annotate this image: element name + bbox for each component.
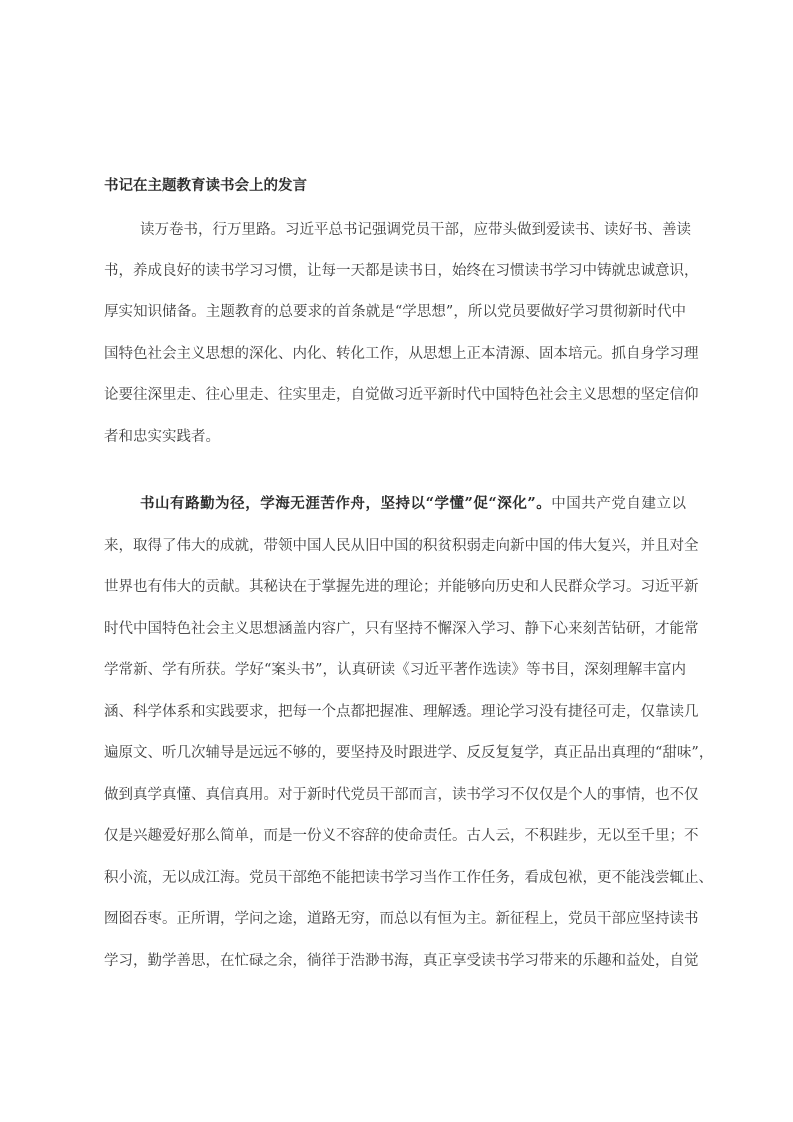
paragraph-line: 读万卷书，行万里路。习近平总书记强调党员干部，应带头做到爱读书、读好书、善读 bbox=[140, 222, 691, 238]
paragraph-line: 学习，勤学善思，在忙碌之余，徜徉于浩渺书海，真正享受读书学习带来的乐趣和益处，自觉 bbox=[104, 953, 699, 969]
paragraph-line: 仅是兴趣爱好那么简单，而是一份义不容辞的使命责任。古人云，不积跬步，无以至千里；不 bbox=[104, 828, 699, 844]
paragraph-line: 来，取得了伟大的成就，带领中国人民从旧中国的积贫积弱走向新中国的伟大复兴，并且对全 bbox=[104, 538, 699, 554]
paragraph-line: 世界也有伟大的贡献。其秘诀在于掌握先进的理论；并能够向历史和人民群众学习。习近平新 bbox=[104, 579, 699, 595]
document-title: 书记在主题教育读书会上的发言 bbox=[104, 177, 307, 194]
paragraph-lead-rest: 中国共产党自建立以 bbox=[551, 496, 687, 512]
paragraph-line: 学常新、学有所获。学好“案头书”，认真研读《习近平著作选读》等书目，深刻理解丰富内 bbox=[104, 662, 686, 678]
paragraph-lead-line bbox=[140, 494, 686, 514]
paragraph-line: 论要往深里走、往心里走、往实里走，自觉做习近平新时代中国特色社会主义思想的坚定信仰 bbox=[104, 387, 699, 403]
paragraph-line: 时代中国特色社会主义思想涵盖内容广，只有坚持不懈深入学习、静下心来刻苦钻研，才能常 bbox=[104, 621, 699, 637]
paragraph-line: 囫囵吞枣。正所谓，学问之途，道路无穷，而总以有恒为主。新征程上，党员干部应坚持读书 bbox=[104, 911, 699, 927]
paragraph-line: 积小流，无以成江海。党员干部绝不能把读书学习当作工作任务，看成包袱，更不能浅尝辄止、 bbox=[104, 870, 713, 886]
paragraph-line: 涵、科学体系和实践要求，把每一个点都把握准、理解透。理论学习没有捷径可走，仅靠读几 bbox=[104, 704, 699, 720]
paragraph-line: 国特色社会主义思想的深化、内化、转化工作，从思想上正本清源、固本培元。抓自身学习理 bbox=[104, 346, 699, 362]
paragraph-line: 做到真学真懂、真信真用。对于新时代党员干部而言，读书学习不仅仅是个人的事情，也不仅 bbox=[104, 787, 699, 803]
paragraph-line: 遍原文、听几次辅导是远远不够的，要坚持及时跟进学、反反复复学，真正品出真理的“甜味”， bbox=[104, 745, 714, 761]
paragraph-line: 书，养成良好的读书学习习惯，让每一天都是读书日，始终在习惯读书学习中铸就忠诚意识， bbox=[104, 263, 699, 279]
paragraph-line: 厚实知识储备。主题教育的总要求的首条就是“学思想”，所以党员要做好学习贯彻新时代中 bbox=[104, 304, 686, 320]
paragraph-line: 者和忠实实践者。 bbox=[104, 429, 220, 445]
paragraph-lead-bold: 书山有路勤为径，学海无涯苦作舟，坚持以“学懂”促“深化”。 bbox=[140, 495, 552, 512]
